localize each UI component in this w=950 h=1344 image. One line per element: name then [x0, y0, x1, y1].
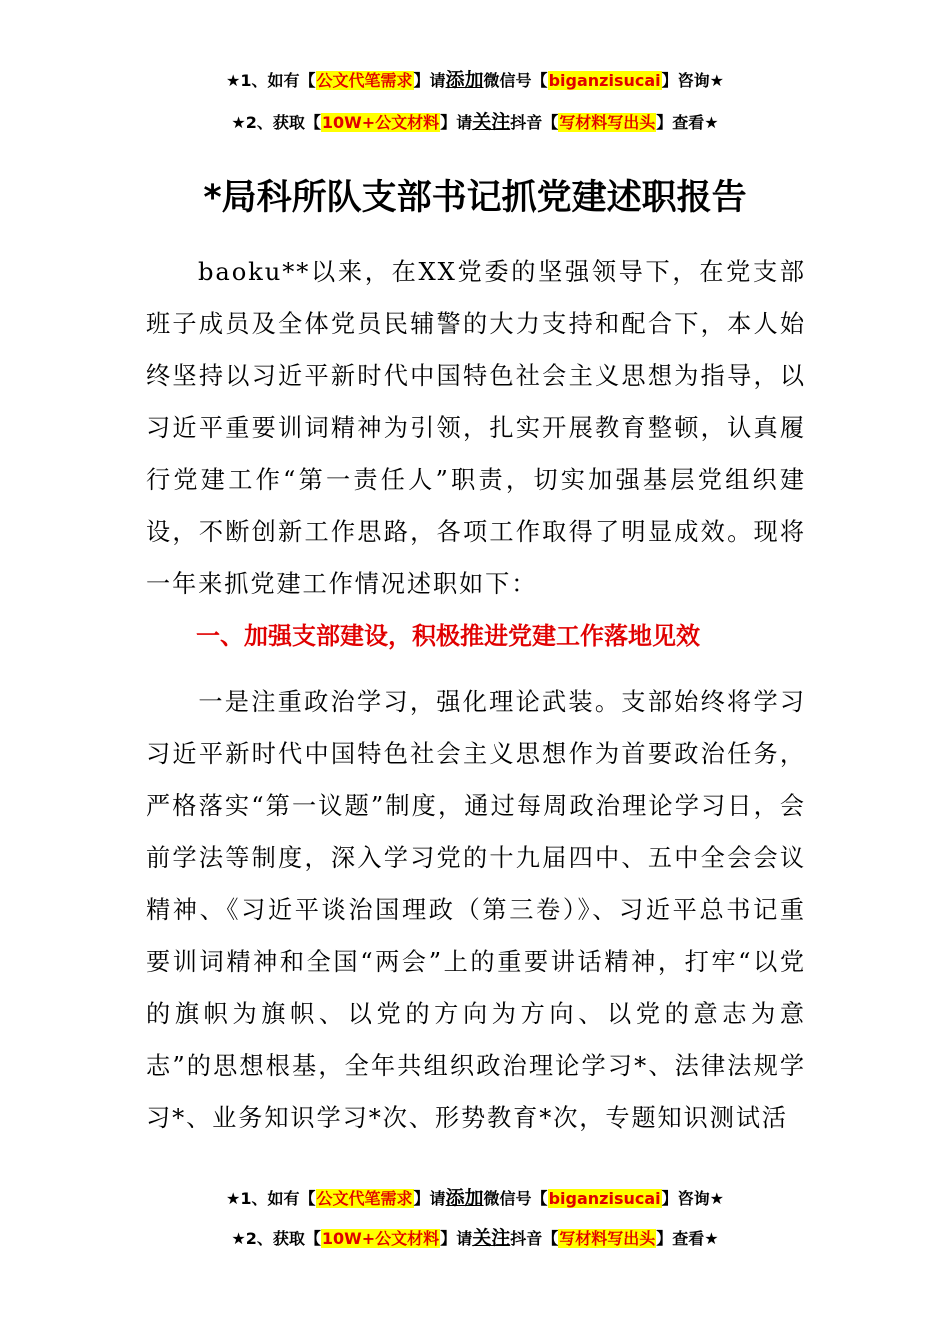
intro-text: baoku**以来，在XX党委的坚强领导下，在党支部班子成员及全体党员民辅警的大力支持和配合下，本人始终坚持以习近平新时代中国特色社会主义思想为指导，以习近平重要训词精神为引领，扎实开展教育整顿，认真履行党建工作“第一责任人”职责，切实加强基层党组织建设，不断创新工作思路，各项工作取得了明显成效。现将一年来抓党建工作情况述职如下： — [146, 258, 806, 598]
section-1-text: 一是注重政治学习，强化理论武装。支部始终将学习习近平新时代中国特色社会主义思想作为首要政治任务，严格落实“第一议题”制度，通过每周政治理论学习日，会前学法等制度，深入学习党的十九届四中、五中全会会议精神、《习近平谈治国理政（第三卷）》、习近平总书记重要训词精神和全国“两会”上的重要讲话精神，打牢“以党的旗帜为旗帜、以党的方向为方向、以党的意志为意志”的思想根基，全年共组织政治理论学习*、法律法规学习*、业务知识学习*次、形势教育*次，专题知识测试活 — [146, 688, 806, 1132]
banner-emphasis: 关注 — [472, 1227, 511, 1249]
intro-paragraph — [146, 246, 806, 610]
banner-text: 】咨询★ — [661, 71, 724, 90]
footer-banner-line-2 — [0, 1228, 950, 1249]
banner-text: 微信号【 — [483, 1189, 548, 1208]
banner-text: 抖音【 — [510, 1229, 559, 1248]
banner-text: 】咨询★ — [661, 1189, 724, 1208]
banner-text: 】请 — [440, 1229, 473, 1248]
banner-text: 微信号【 — [483, 71, 548, 90]
banner-text: ★2、获取【 — [231, 1229, 321, 1248]
banner-text: ★1、如有【 — [226, 71, 316, 90]
banner-highlight: 写材料写出头 — [559, 113, 656, 132]
banner-text: 】请 — [440, 113, 473, 132]
banner-highlight: 公文代笔需求 — [316, 71, 413, 90]
banner-highlight: 10W+公文材料 — [321, 1229, 440, 1248]
banner-emphasis: 添加 — [445, 1187, 484, 1209]
banner-highlight: 写材料写出头 — [559, 1229, 656, 1248]
banner-emphasis: 关注 — [472, 111, 511, 133]
banner-text: 】查看★ — [656, 113, 719, 132]
banner-text: ★2、获取【 — [231, 113, 321, 132]
banner-highlight: 公文代笔需求 — [316, 1189, 413, 1208]
banner-highlight: biganzisucai — [548, 1189, 661, 1208]
banner-highlight: biganzisucai — [548, 71, 661, 90]
document-title: *局科所队支部书记抓党建述职报告 — [203, 178, 747, 218]
banner-text: ★1、如有【 — [226, 1189, 316, 1208]
banner-text: 】查看★ — [656, 1229, 719, 1248]
banner-text: 抖音【 — [510, 113, 559, 132]
banner-text: 】请 — [413, 71, 446, 90]
footer-banner-line-1 — [0, 1188, 950, 1209]
banner-highlight: 10W+公文材料 — [321, 113, 440, 132]
section-1-paragraph — [146, 676, 806, 1144]
header-banner-line-1 — [0, 70, 950, 91]
banner-emphasis: 添加 — [445, 69, 484, 91]
section-heading-1: 一、加强支部建设，积极推进党建工作落地见效 — [196, 622, 700, 650]
banner-text: 】请 — [413, 1189, 446, 1208]
header-banner-line-2 — [0, 112, 950, 133]
